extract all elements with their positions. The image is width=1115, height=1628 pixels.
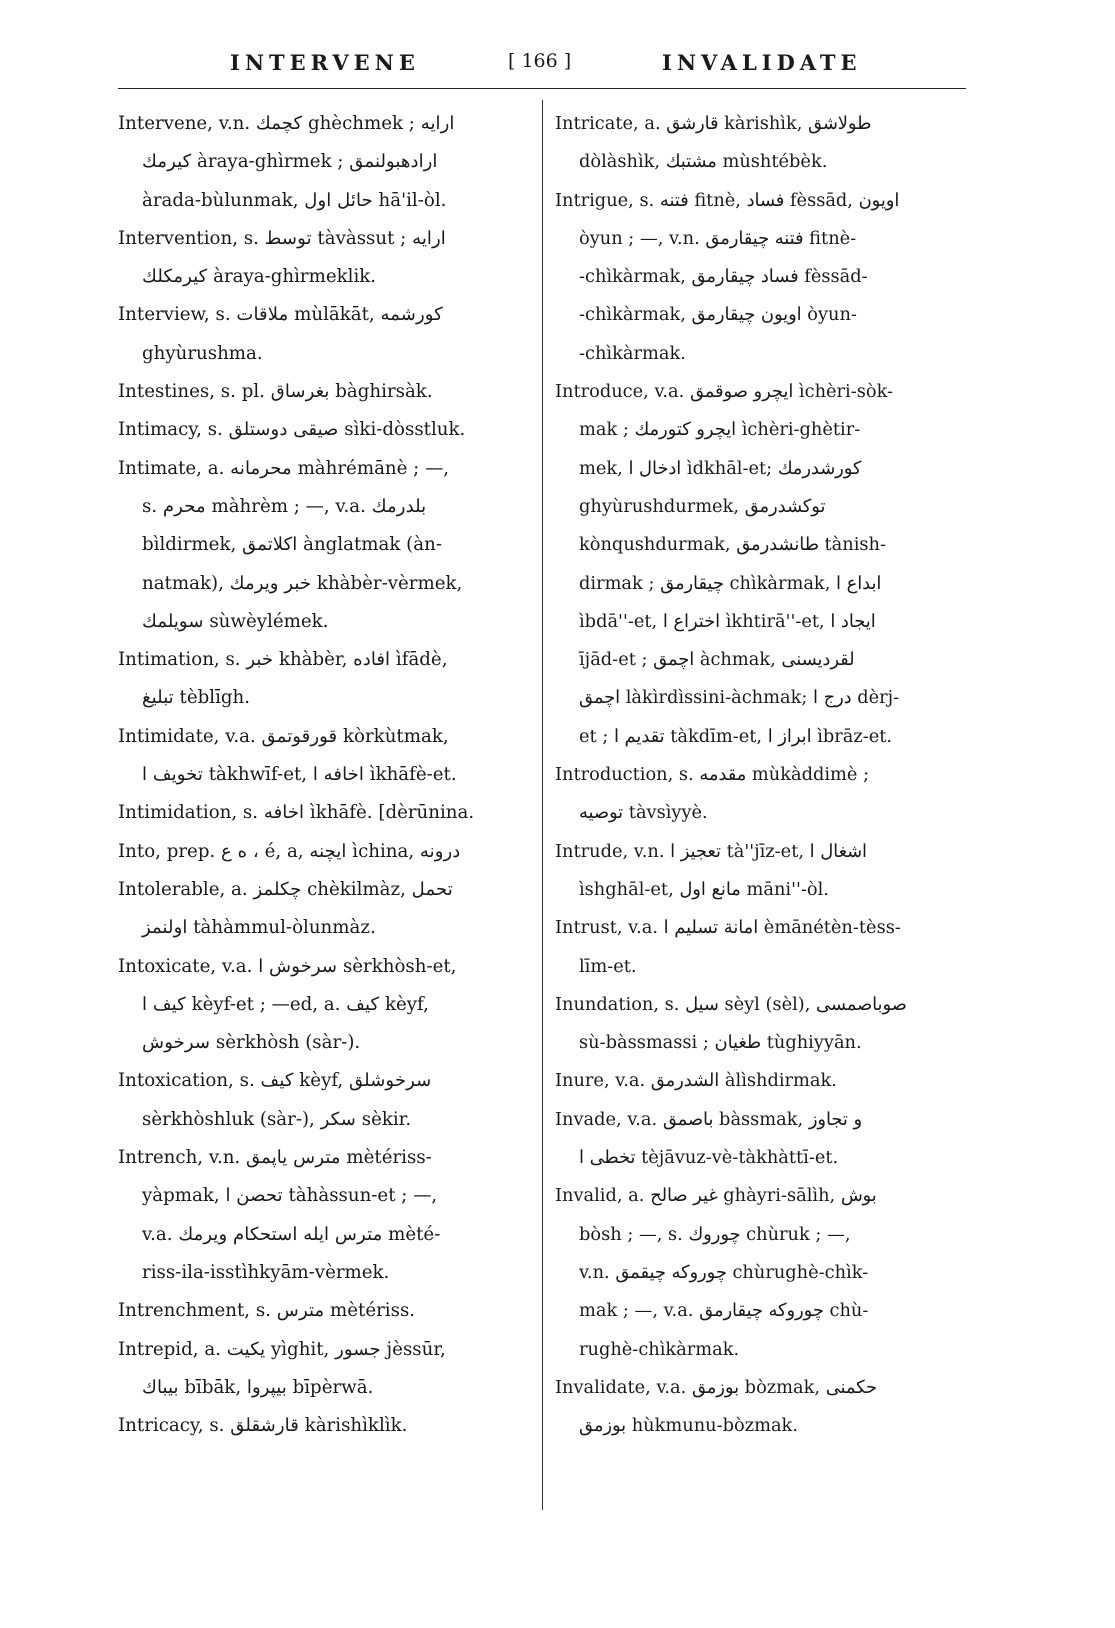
- entry-continuation-line: -chìkàrmak, فساد چيقارمق fèssād-: [579, 266, 868, 288]
- entry-continuation-line: òyun ; —, v.n. فتنه چيقارمق fitnè-: [579, 227, 857, 249]
- entry-headword-line: Intervention, s. توسط tàvàssut ; ارايه: [118, 227, 446, 249]
- column-divider: [542, 100, 543, 1510]
- entry-continuation-line: بوزمق hùkmunu-bòzmak.: [579, 1415, 798, 1437]
- entry-continuation-line: dirmak ; چيقارمق chìkàrmak, ابداع ا: [579, 572, 882, 594]
- running-header: [230, 50, 870, 80]
- entry-continuation-line: اولنمز tàhàmmul-òlunmàz.: [142, 917, 376, 939]
- entry-continuation-line: سرخوش sèrkhòsh (sàr-).: [142, 1032, 361, 1054]
- entry-headword-line: Intolerable, a. چكلمز chèkilmàz, تحمل: [118, 878, 453, 900]
- entry-continuation-line: توصيه tàvsìyyè.: [579, 802, 708, 824]
- entry-headword-line: Intricacy, s. قارشقلق kàrishìklìk.: [118, 1415, 408, 1437]
- entry-continuation-line: sù-bàssmassi ; طغيان tùghiyyān.: [579, 1032, 862, 1054]
- left-column: [118, 105, 536, 1445]
- entry-headword-line: Introduction, s. مقدمه mùkàddimè ;: [555, 764, 870, 786]
- entry-continuation-line: s. محرم màhrèm ; —, v.a. بلدرمك: [142, 495, 427, 517]
- entry-headword-line: Introduce, v.a. ايچرو صوقمق ìchèri-sòk-: [555, 381, 894, 403]
- entry-headword-line: Intrepid, a. يكيت yìghit, جسور jèssūr,: [118, 1338, 446, 1360]
- entry-headword-line: Intimation, s. خبر khàbèr, افاده ìfādè,: [118, 649, 448, 671]
- entry-continuation-line: ghyùrushdurmek, توكشدرمق: [579, 495, 826, 517]
- entry-continuation-line: riss-ila-isstìhkyām-vèrmek.: [142, 1261, 390, 1283]
- entry-headword-line: Intricate, a. قارشق kàrishìk, طولاشق: [555, 113, 872, 134]
- entry-headword-line: Intrust, v.a. امانة تسليم ا èmānétèn-tèss-: [555, 917, 901, 939]
- entry-continuation-line: dòlàshìk, مشتبك mùshtébèk.: [579, 151, 828, 173]
- entry-continuation-line: yàpmak, تحصن ا tàhàssun-et ; —,: [142, 1185, 438, 1207]
- entry-continuation-line: تخطى ا tèjāvuz-vè-tàkhàttī-et.: [579, 1147, 839, 1169]
- entry-continuation-line: ìbdā''-et, اختراع ا ìkhtirā''-et, ايجاد ا: [579, 610, 876, 632]
- entry-continuation-line: mek, ادخال ا ìdkhāl-et; كورشدرمك: [579, 457, 862, 479]
- entry-continuation-line: ījād-et ; اچمق àchmak, لقرديسنى: [579, 649, 855, 671]
- entry-continuation-line: àrada-bùlunmak, حائل اول hā'il-òl.: [142, 189, 447, 211]
- entry-headword-line: Invalidate, v.a. بوزمق bòzmak, حكمنى: [555, 1376, 877, 1398]
- entry-continuation-line: اچمق làkìrdìssini-àchmak; درج ا dèrj-: [579, 687, 900, 709]
- entry-continuation-line: natmak), خبر ويرمك khàbèr-vèrmek,: [142, 572, 463, 594]
- entry-headword-line: Intestines, s. pl. بغرساق bàghirsàk.: [118, 381, 433, 403]
- entry-continuation-line: ghyùrushma.: [142, 342, 263, 364]
- entry-continuation-line: تبليغ tèblīgh.: [142, 687, 251, 709]
- entry-continuation-line: -chìkàrmak.: [579, 342, 686, 364]
- entry-continuation-line: sèrkhòshluk (sàr-), سكر sèkir.: [142, 1108, 412, 1130]
- header-last-word: INVALIDATE: [662, 50, 862, 75]
- entry-headword-line: Intoxicate, v.a. سرخوش ا sèrkhòsh-et,: [118, 955, 457, 977]
- entry-headword-line: Intervene, v.n. كچمك ghèchmek ; ارايه: [118, 113, 455, 134]
- entry-continuation-line: mak ; ايچرو كتورمك ìchèri-ghètir-: [579, 419, 861, 441]
- entry-headword-line: Invade, v.a. باصمق bàssmak, و تجاوز: [555, 1108, 863, 1130]
- entry-headword-line: Intrude, v.n. تعجيز ا tà''jīz-et, اشغال ا: [555, 840, 868, 862]
- entry-headword-line: Into, prep. ه ع ، é, a, ايچنه ìchina, درونه: [118, 840, 461, 862]
- entry-headword-line: Intimacy, s. صيقى دوستلق sìki-dòsstluk.: [118, 419, 466, 441]
- entry-headword-line: Inundation, s. سيل sèyl (sèl), صوباصمسى: [555, 993, 907, 1015]
- entry-headword-line: Intrigue, s. فتنه fitnè, فساد fèssād, اويون: [555, 189, 900, 211]
- header-rule: [118, 88, 966, 89]
- entry-continuation-line: mak ; —, v.a. چوروكه چيقارمق chù-: [579, 1300, 869, 1322]
- entry-continuation-line: v.a. مترس ايله استحكام ويرمك mèté-: [142, 1223, 441, 1245]
- entry-continuation-line: بيباك bībāk, بيپروا bīpèrwā.: [142, 1376, 374, 1398]
- entry-headword-line: Inure, v.a. الشدرمق àlìshdirmak.: [555, 1070, 837, 1092]
- header-first-word: INTERVENE: [230, 50, 420, 75]
- entry-continuation-line: et ; تقديم ا tàkdīm-et, ابراز ا ìbrāz-et.: [579, 725, 893, 747]
- entry-continuation-line: bìldirmek, اكلاتمق ànglatmak (àn-: [142, 534, 442, 556]
- entry-continuation-line: تخويف ا tàkhwīf-et, اخافه ا ìkhāfè-et.: [142, 764, 457, 786]
- entry-headword-line: Intimidation, s. اخافه ìkhāfè. [dèrūnina.: [118, 802, 475, 824]
- entry-headword-line: Intimidate, v.a. قورقوتمق kòrkùtmak,: [118, 725, 449, 747]
- right-column: [555, 105, 960, 1445]
- entry-continuation-line: līm-et.: [579, 955, 637, 977]
- entry-continuation-line: -chìkàrmak, اويون چيقارمق òyun-: [579, 304, 857, 326]
- entry-continuation-line: سويلمك sùwèylémek.: [142, 610, 329, 632]
- entry-headword-line: Invalid, a. غير صالح ghàyri-sālìh, بوش: [555, 1185, 877, 1207]
- page-number: [ 166 ]: [508, 50, 572, 72]
- entry-continuation-line: كيرمكلك àraya-ghìrmeklik.: [142, 266, 377, 288]
- entry-headword-line: Interview, s. ملاقات mùlākāt, كورشمه: [118, 304, 443, 326]
- entry-headword-line: Intrenchment, s. مترس mètériss.: [118, 1300, 416, 1322]
- entry-continuation-line: kònqushdurmak, طانشدرمق tànish-: [579, 534, 886, 556]
- entry-continuation-line: كيرمك àraya-ghìrmek ; ارادهبولنمق: [142, 151, 438, 173]
- entry-continuation-line: v.n. چوروكه چيقمق chùrughè-chìk-: [579, 1261, 869, 1283]
- entry-continuation-line: كيف ا kèyf-et ; —ed, a. كيف kèyf,: [142, 993, 429, 1015]
- entry-headword-line: Intrench, v.n. مترس ياپمق mètériss-: [118, 1147, 432, 1169]
- entry-continuation-line: bòsh ; —, s. چوروك chùruk ; —,: [579, 1223, 851, 1245]
- entry-headword-line: Intimate, a. محرمانه màhrémānè ; —,: [118, 457, 450, 479]
- entry-continuation-line: ìshghāl-et, مانع اول māni''-òl.: [579, 878, 829, 900]
- entry-headword-line: Intoxication, s. كيف kèyf, سرخوشلق: [118, 1070, 432, 1092]
- entry-continuation-line: rughè-chìkàrmak.: [579, 1338, 740, 1360]
